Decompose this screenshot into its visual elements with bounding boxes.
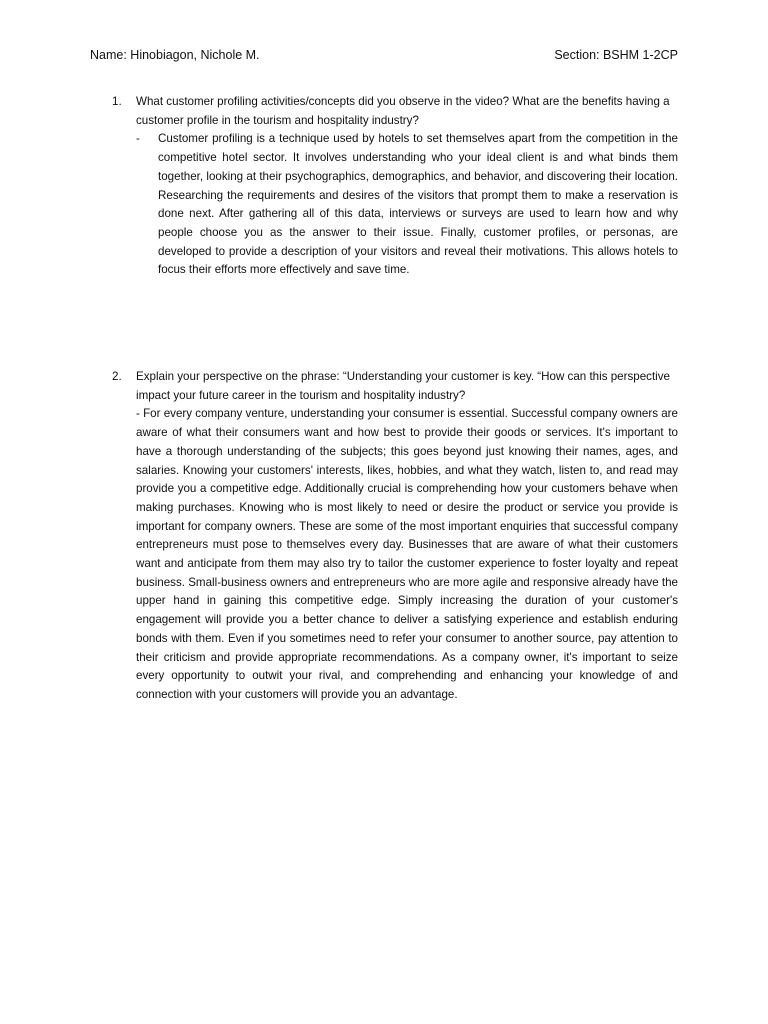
question-number: 2. bbox=[112, 370, 122, 383]
question-number: 1. bbox=[112, 95, 122, 108]
question-item-2 bbox=[112, 368, 678, 705]
student-section: Section: BSHM 1-2CP bbox=[554, 48, 678, 62]
answer-text: - For every company venture, understanding your consumer is essential. Successful company owners are aware of what their consumers want and how best to provide their goods or services. It's important to have a thorough understanding of the subjects; this goes beyond just knowing their names, ages, and salaries. Knowing your customers' interests, likes, hobbies, and what they watch, listen to, and read may provide you a competitive edge. Additionally crucial is comprehending how your customers behave when making purchases. Knowing who is most likely to need or desire the product or service you provide is important for company owners. These are some of the most important enquiries that successful company entrepreneurs must pose to themselves every day. Businesses that are aware of what their customers want and anticipate from them may also try to tailor the customer experience to foster loyalty and repeat business. Small-business owners and entrepreneurs who are more agile and responsive already have the upper hand in gaining this competitive edge. Simply increasing the duration of your customer's engagement will provide you a better chance to deliver a satisfying experience and establish enduring bonds with them. Even if you sometimes need to refer your consumer to another source, pay attention to their criticism and provide appropriate recommendations. As a company owner, it's important to seize every opportunity to outwit your rival, and comprehending and enhancing your knowledge of and connection with your customers will provide you an advantage. bbox=[136, 407, 678, 701]
answer-row bbox=[112, 405, 678, 704]
bullet-dash: - bbox=[136, 132, 140, 146]
answer-row bbox=[136, 130, 678, 280]
question-text: Explain your perspective on the phrase: “Understanding your customer is key. “How can this perspective impact your future career in the tourism and hospitality industry? bbox=[136, 370, 670, 402]
question-text: What customer profiling activities/concepts did you observe in the video? What are the benefits having a customer profile in the tourism and hospitality industry? bbox=[136, 95, 670, 127]
answer-text: Customer profiling is a technique used by hotels to set themselves apart from the competition in the competitive hotel sector. It involves understanding who your ideal client is and what binds them together, looking at their psychographics, demographics, and behavior, and discovering their location. Researching the requirements and desires of the visitors that prompt them to make a reservation is done next. After gathering all of this data, interviews or surveys are used to learn how and why people choose you as the answer to their issue. Finally, customer profiles, or personas, are developed to provide a description of your visitors and reveal their motivations. This allows hotels to focus their efforts more effectively and save time. bbox=[158, 132, 678, 277]
student-name: Name: Hinobiagon, Nichole M. bbox=[90, 48, 260, 62]
question-item-1 bbox=[112, 93, 678, 280]
